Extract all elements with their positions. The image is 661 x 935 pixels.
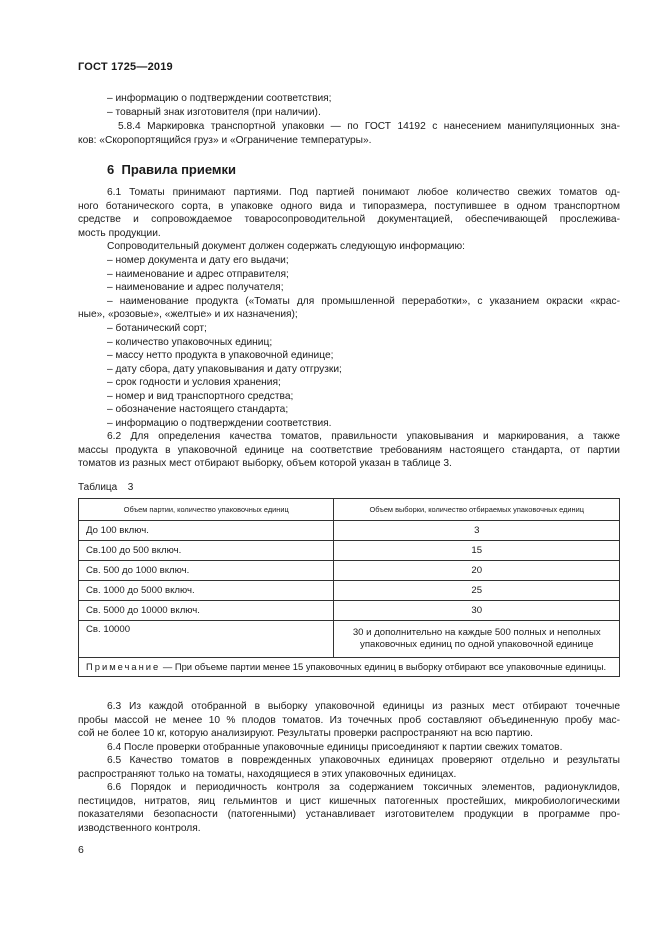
document-header: ГОСТ 1725—2019 — [78, 61, 173, 73]
page-number: 6 — [78, 844, 84, 856]
section-number: 6 — [107, 162, 115, 177]
section-title: Правила приемки — [121, 162, 237, 177]
text-line: 6.1 Томаты принимают партиями. Под партией понимают любое количество свежих томатов од- — [107, 187, 620, 198]
table-row — [79, 601, 620, 621]
list-item: – ботанический сорт; — [107, 323, 207, 334]
table-cell: 3 — [334, 521, 620, 541]
table-row — [79, 561, 620, 581]
text-line: показателями безопасности (патогенными) устанавливает изготовителем продукции в программе про- — [78, 809, 620, 820]
list-item: – номер документа и дату его выдачи; — [107, 255, 289, 266]
text-line: 6.3 Из каждой отобранной в выборку упаковочной единицы из разных мест отбирают точечные — [107, 701, 620, 712]
table-cell: 30 — [334, 601, 620, 621]
table-caption-word: Таблица — [78, 482, 118, 493]
table-cell: Св. 5000 до 10000 включ. — [79, 601, 334, 621]
text-line: 6.2 Для определения качества томатов, правильности упаковывания и маркирования, а также — [107, 431, 620, 442]
text-line: сой не более 10 кг, которую анализируют. Результаты проверки распространяют на всю партию. — [78, 728, 534, 739]
list-item: – наименование и адрес отправителя; — [107, 269, 289, 280]
list-item: – количество упаковочных единиц; — [107, 337, 273, 348]
text-line: средстве и сопровождаемое товаросопроводительной документацией, обеспечивающей прослежива- — [78, 214, 620, 225]
list-item: – номер и вид транспортного средства; — [107, 391, 294, 402]
text-line: Сопроводительный документ должен содержать следующую информацию: — [107, 241, 465, 252]
text-line: 6.5 Качество томатов в поврежденных упаковочных единицах проверяют отдельно и результаты — [107, 755, 620, 766]
table-cell: До 100 включ. — [79, 521, 334, 541]
table-cell: 20 — [334, 561, 620, 581]
table-cell: 15 — [334, 541, 620, 561]
list-item: – наименование и адрес получателя; — [107, 282, 284, 293]
table-header-cell: Объем выборки, количество отбираемых упаковочных единиц — [334, 499, 620, 521]
list-item: – наименование продукта («Томаты для промышленной переработки», с указанием окраски «крас- — [107, 296, 620, 307]
list-item: – массу нетто продукта в упаковочной единице; — [107, 350, 334, 361]
text-line: 6.4 После проверки отобранные упаковочные единицы присоединяют к партии свежих томатов. — [107, 742, 563, 753]
table-row — [79, 581, 620, 601]
table-note — [79, 658, 620, 677]
table-note-row — [79, 658, 620, 677]
text-line: 5.8.4 Маркировка транспортной упаковки — по ГОСТ 14192 с нанесением манипуляционных зна- — [118, 121, 620, 132]
list-item: – обозначение настоящего стандарта; — [107, 404, 289, 415]
text-line: – товарный знак изготовителя (при наличии). — [107, 107, 321, 118]
text-line: ного ботанического сорта, в упаковке одного вида и типоразмера, поступившее в одном транспортном — [78, 201, 620, 212]
text-line: мость продукции. — [78, 228, 161, 239]
table-header-cell: Объем партии, количество упаковочных единиц — [79, 499, 334, 521]
note-text: — При объеме партии менее 15 упаковочных единиц в выборку отбирают все упаковочные единицы. — [160, 661, 607, 672]
table-caption — [78, 482, 133, 493]
text-line: 6.6 Порядок и периодичность контроля за содержанием токсичных элементов, радионуклидов, — [107, 782, 620, 793]
table-row — [79, 621, 620, 658]
table-cell: Св. 500 до 1000 включ. — [79, 561, 334, 581]
table-row — [79, 541, 620, 561]
table-row — [79, 521, 620, 541]
sample-size-table — [78, 498, 620, 677]
section-heading — [107, 162, 236, 177]
list-item: – информацию о подтверждении соответствия. — [107, 418, 332, 429]
text-line: ные», «розовые», «желтые» и их назначения); — [78, 309, 298, 320]
text-line: массы продукта в упаковочной единице на соответствие требованиям настоящего стандарта, от партии — [78, 445, 620, 456]
text-line: изводственного контроля. — [78, 823, 201, 834]
text-line: томатов из разных мест отбирают выборку, объем которой указан в таблице 3. — [78, 458, 452, 469]
list-item: – дату сбора, дату упаковывания и дату отгрузки; — [107, 364, 342, 375]
table-cell: Св.100 до 500 включ. — [79, 541, 334, 561]
text-line: ков: «Скоропортящийся груз» и «Ограничение температуры». — [78, 135, 372, 146]
table-cell: 30 и дополнительно на каждые 500 полных и неполных упаковочных единиц по одной упаковочной единице — [334, 621, 620, 658]
table-cell: Св. 10000 — [79, 621, 334, 658]
table-caption-number: 3 — [127, 482, 134, 493]
text-line: распространяют только на томаты, находящиеся в этих упаковочных единицах. — [78, 769, 457, 780]
table-cell: Св. 1000 до 5000 включ. — [79, 581, 334, 601]
text-line: пестицидов, нитратов, яиц гельминтов и цист кишечных патогенных простейших, микробиологическими — [78, 796, 620, 807]
list-item: – срок годности и условия хранения; — [107, 377, 281, 388]
text-line: – информацию о подтверждении соответствия; — [107, 93, 332, 104]
table-cell: 25 — [334, 581, 620, 601]
text-line: пробы массой не менее 10 % плодов томатов. Из точечных проб составляют объединенную пробу мас- — [78, 715, 620, 726]
note-label: Примечание — [86, 661, 161, 672]
